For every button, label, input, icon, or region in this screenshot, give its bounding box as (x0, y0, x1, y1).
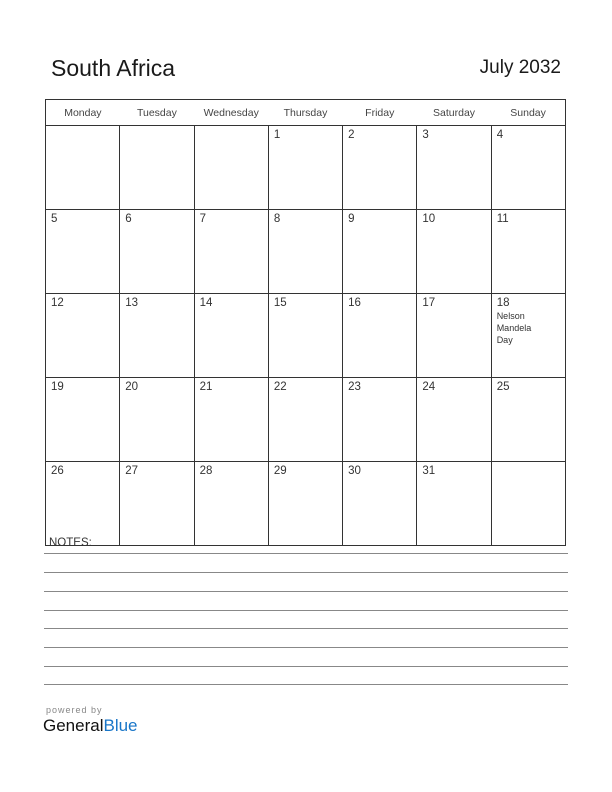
day-cell (194, 378, 268, 462)
day-number: 3 (422, 129, 429, 141)
day-cell (46, 126, 120, 210)
day-number: 12 (51, 297, 64, 309)
week-row (46, 462, 566, 546)
day-cell (417, 462, 491, 546)
day-cell (491, 378, 565, 462)
notes-line (44, 647, 568, 648)
powered-by-text: powered by (46, 705, 103, 715)
day-cell (417, 378, 491, 462)
notes-line (44, 553, 568, 554)
day-number: 22 (273, 381, 287, 393)
day-cell (268, 126, 342, 210)
day-cell (46, 294, 120, 378)
day-cell (46, 462, 120, 546)
notes-line (44, 666, 568, 667)
day-number: 14 (199, 297, 213, 309)
day-number: 2 (348, 129, 355, 141)
weekday-saturday: Saturday (417, 100, 491, 126)
day-number: 1 (273, 129, 281, 141)
notes-label: NOTES: (49, 537, 92, 549)
day-cell (194, 210, 268, 294)
day-number: 15 (273, 297, 287, 309)
day-number: 19 (51, 381, 64, 393)
week-row (46, 126, 566, 210)
day-cell (194, 294, 268, 378)
day-number: 30 (348, 465, 361, 477)
day-number: 26 (51, 465, 64, 477)
day-cell (120, 210, 194, 294)
week-row (46, 378, 566, 462)
country-title: South Africa (51, 55, 176, 81)
day-number: 6 (125, 213, 132, 225)
weekday-wednesday: Wednesday (194, 100, 268, 126)
day-cell (491, 294, 565, 378)
day-cell (343, 126, 417, 210)
day-number: 21 (199, 381, 213, 393)
week-row (46, 294, 566, 378)
day-number: 23 (348, 381, 361, 393)
day-cell (120, 294, 194, 378)
day-cell (120, 126, 194, 210)
day-cell (343, 378, 417, 462)
day-cell (343, 462, 417, 546)
notes-line (44, 628, 568, 629)
day-number: 29 (273, 465, 287, 477)
notes-line (44, 572, 568, 573)
day-number: 27 (125, 465, 139, 477)
weekday-header-row (46, 100, 566, 126)
logo-general: General (43, 716, 104, 735)
day-cell (46, 210, 120, 294)
day-number: 20 (125, 381, 139, 393)
day-number: 5 (51, 213, 58, 225)
day-number: 10 (422, 213, 436, 225)
notes-line (44, 610, 568, 611)
weekday-thursday: Thursday (268, 100, 342, 126)
calendar-grid (45, 99, 566, 546)
day-number: 8 (273, 213, 281, 225)
day-cell (491, 462, 565, 546)
day-number: 31 (422, 465, 436, 477)
day-cell (417, 294, 491, 378)
day-number: 28 (199, 465, 213, 477)
day-number: 11 (496, 213, 509, 225)
day-number: 17 (422, 297, 436, 309)
notes-line (44, 684, 568, 685)
logo-blue: Blue (103, 716, 138, 735)
day-cell (46, 378, 120, 462)
day-number: 16 (348, 297, 361, 309)
weekday-tuesday: Tuesday (120, 100, 194, 126)
holiday-label: Nelson Mandela Day (496, 311, 532, 345)
weekday-friday: Friday (343, 100, 417, 126)
day-cell (120, 378, 194, 462)
week-row (46, 210, 566, 294)
notes-line (44, 591, 568, 592)
day-cell (194, 126, 268, 210)
day-cell (343, 210, 417, 294)
weekday-monday: Monday (46, 100, 120, 126)
day-number: 25 (496, 381, 510, 393)
generalblue-logo (43, 716, 138, 736)
day-number: 13 (125, 297, 139, 309)
day-number: 7 (199, 213, 206, 225)
day-cell (268, 378, 342, 462)
day-number: 24 (422, 381, 436, 393)
weekday-sunday: Sunday (491, 100, 565, 126)
day-cell (268, 294, 342, 378)
day-number: 9 (348, 213, 355, 225)
day-cell (194, 462, 268, 546)
day-cell (491, 126, 565, 210)
day-cell (417, 126, 491, 210)
day-cell (268, 210, 342, 294)
month-title: July 2032 (479, 57, 561, 78)
day-cell (417, 210, 491, 294)
day-cell (343, 294, 417, 378)
day-number: 18 (496, 297, 510, 309)
day-cell (491, 210, 565, 294)
day-number: 4 (496, 129, 504, 141)
day-cell (120, 462, 194, 546)
day-cell (268, 462, 342, 546)
